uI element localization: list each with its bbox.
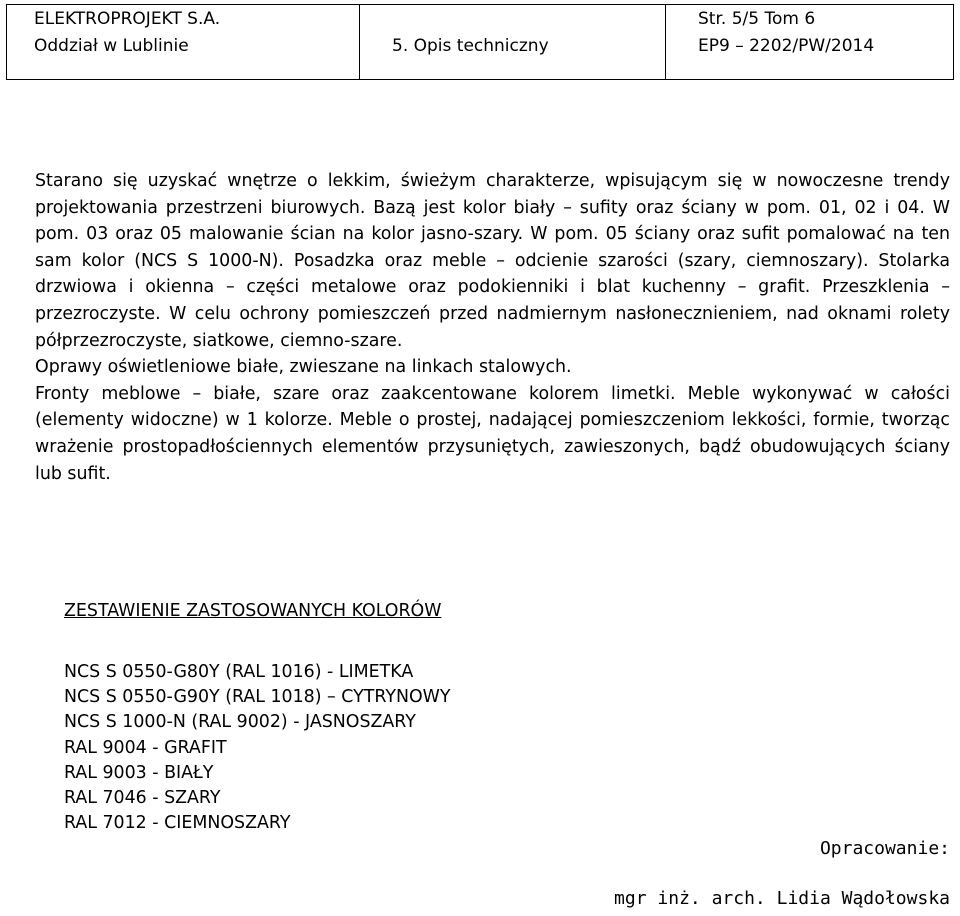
colors-section-title: ZESTAWIENIE ZASTOSOWANYCH KOLORÓW xyxy=(64,601,442,621)
section-title: 5. Opis techniczny xyxy=(392,36,549,56)
page-header xyxy=(6,4,954,80)
color-item: RAL 9004 - GRAFIT xyxy=(64,737,227,758)
paragraph-lighting: Oprawy oświetleniowe białe, zwieszane na linkach stalowych. xyxy=(35,357,572,378)
document-number: EP9 – 2202/PW/2014 xyxy=(698,36,875,56)
color-item: NCS S 0550-G80Y (RAL 1016) - LIMETKA xyxy=(64,662,414,682)
colors-section xyxy=(64,598,450,836)
author-name: mgr inż. arch. Lidia Wądołowska xyxy=(614,888,950,909)
color-item: NCS S 1000-N (RAL 9002) - JASNOSZARY xyxy=(64,712,416,733)
header-section-cell xyxy=(359,5,665,79)
company-name: ELEKTROPROJEKT S.A. xyxy=(34,9,221,29)
paragraph-furniture: Fronty meblowe – białe, szare oraz zaakcentowane kolorem limetki. Meble wykonywać w całości (elementy widoczne) w 1 kolorze. Meble o prostej, nadającej pomieszczeniom lekkości, formie, tworząc wrażenie prostopadłościennych elementów przysuniętych, zawieszonych, bądź obudowujących ściany lub sufit. xyxy=(35,383,950,484)
header-company-cell xyxy=(7,5,359,79)
prepared-by-label: Opracowanie: xyxy=(819,838,950,859)
color-item: RAL 9003 - BIAŁY xyxy=(64,762,214,783)
branch-name: Oddział w Lublinie xyxy=(34,36,189,56)
page-number: Str. 5/5 Tom 6 xyxy=(698,9,816,29)
header-page-cell xyxy=(665,5,953,79)
paragraph-interior-description: Starano się uzyskać wnętrze o lekkim, świeżym charakterze, wpisującym się w nowoczesne trendy projektowania przestrzeni biurowych. Bazą jest kolor biały – sufity oraz ściany w pom. 01, 02 i 04. W pom. 03 oraz 05 malowanie ścian na kolor jasno-szary. W pom. 05 ściany oraz sufit pomalować na ten sam kolor (NCS S 1000-N). Posadzka oraz meble – odcienie szarości (szary, ciemnoszary). Stolarka drzwiowa i okienna – części metalowe oraz podokienniki i blat kuchenny – grafit. Przeszklenia – przezroczyste. W celu ochrony pomieszczeń przed nadmiernym nasłonecznieniem, nad oknami rolety półprzezroczyste, siatkowe, ciemno-szare. xyxy=(35,171,950,351)
color-item: NCS S 0550-G90Y (RAL 1018) – CYTRYNOWY xyxy=(64,687,451,708)
color-item: RAL 7046 - SZARY xyxy=(64,788,221,809)
color-list xyxy=(64,660,450,836)
document-body xyxy=(35,168,950,487)
color-item: RAL 7012 - CIEMNOSZARY xyxy=(64,813,291,834)
